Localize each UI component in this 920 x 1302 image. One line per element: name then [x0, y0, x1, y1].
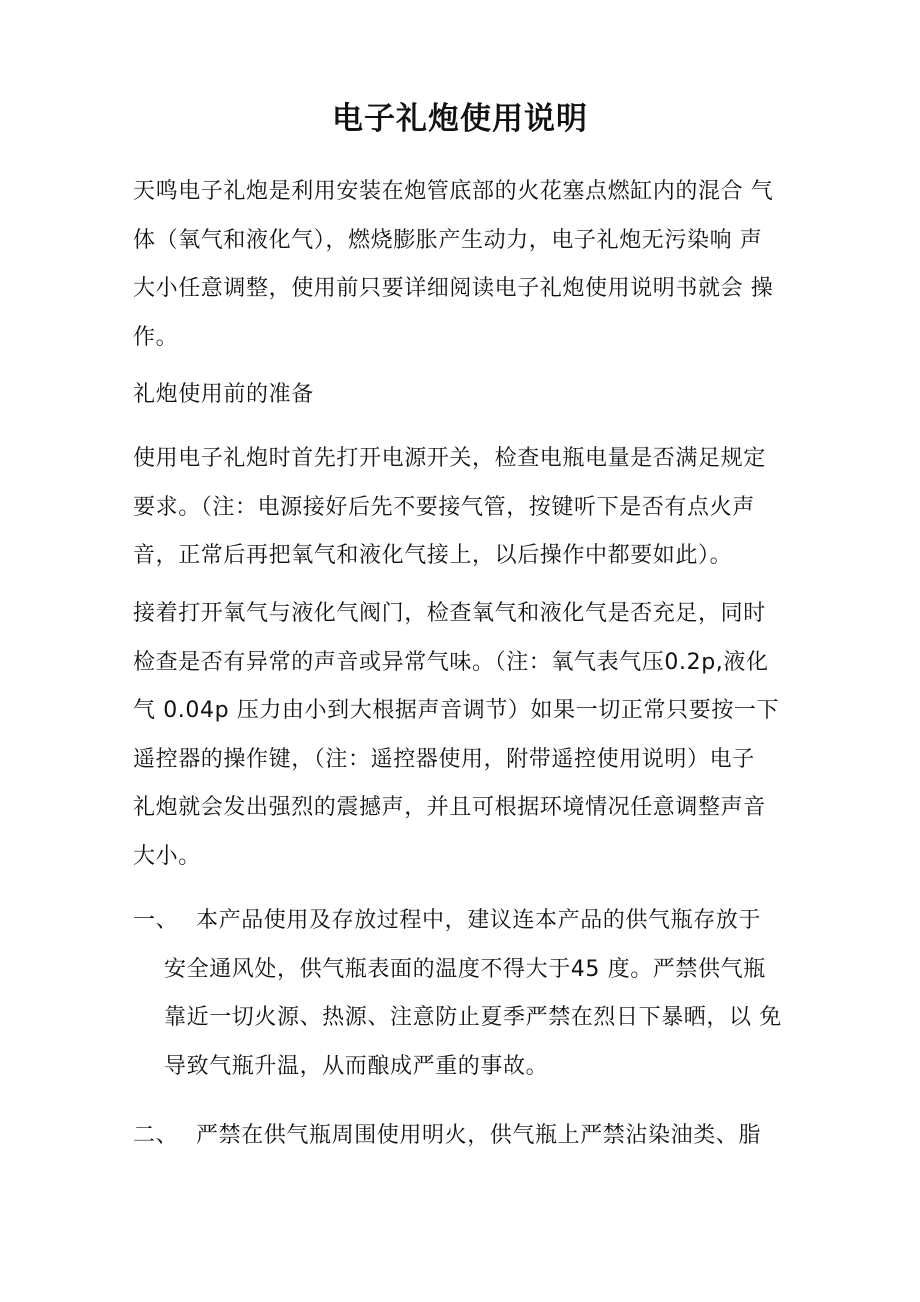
list-item — [133, 1112, 813, 1161]
section-heading: 礼炮使用前的准备 — [133, 382, 314, 407]
paragraph-line: 遥控器的操作键，（注：遥控器使用，附带遥控使用说明）电子 — [133, 746, 755, 772]
paragraph-line: 音，正常后再把氧气和液化气接上，以后操作中都要如此）。 — [133, 543, 733, 568]
operation-paragraph — [133, 590, 793, 881]
paragraph-line: 使用电子礼炮时首先打开电源开关，检查电瓶电量是否满足规定 — [133, 446, 766, 471]
list-item-line: 导致气瓶升温，从而酿成严重的事故。 — [164, 1053, 549, 1079]
document-title: 电子礼炮使用说明 — [332, 101, 588, 137]
paragraph-line: 礼炮就会发出强烈的震撼声，并且可根据环境情况任意调整声音 — [133, 795, 766, 820]
list-item-line: 本产品使用及存放过程中，建议连本产品的供气瓶存放于 — [196, 908, 762, 933]
list-item — [133, 897, 813, 1091]
preparation-paragraph — [133, 435, 793, 581]
paragraph-line: 接着打开氧气与液化气阀门，检查氧气和液化气是否充足，同时 — [133, 601, 766, 626]
intro-line: 大小任意调整，使用前只要详细阅读电子礼炮使用说明书就会 操 — [133, 276, 774, 301]
list-item-line: 安全通风处，供气瓶表面的温度不得大于45 度。严禁供气瓶 — [164, 956, 766, 982]
list-item-body — [133, 1112, 813, 1161]
list-item-marker: 二、 — [133, 1123, 179, 1148]
list-item-line: 严禁在供气瓶周围使用明火，供气瓶上严禁沾染油类、脂 — [196, 1123, 762, 1148]
paragraph-line: 检查是否有异常的声音或异常气味。（注：氧气表气压0.2p,液化 — [133, 649, 769, 675]
intro-line: 作。 — [133, 324, 179, 350]
list-item-marker: 一、 — [133, 908, 179, 933]
intro-paragraph — [133, 168, 793, 362]
intro-line: 体（氧气和液化气），燃烧膨胀产生动力，电子礼炮无污染响 声 — [133, 227, 763, 253]
intro-line: 天鸣电子礼炮是利用安装在炮管底部的火花塞点燃缸内的混合 气 — [133, 179, 774, 204]
list-item-body — [133, 897, 813, 1091]
list-item-line: 靠近一切火源、热源、注意防止夏季严禁在烈日下暴晒，以 免 — [164, 1005, 782, 1030]
paragraph-line: 气 0.04p 压力由小到大根据声音调节）如果一切正常只要按一下 — [133, 698, 780, 723]
paragraph-line: 大小。 — [133, 843, 201, 869]
paragraph-line: 要求。（注：电源接好后先不要接气管，按键听下是否有点火声 — [133, 494, 755, 520]
